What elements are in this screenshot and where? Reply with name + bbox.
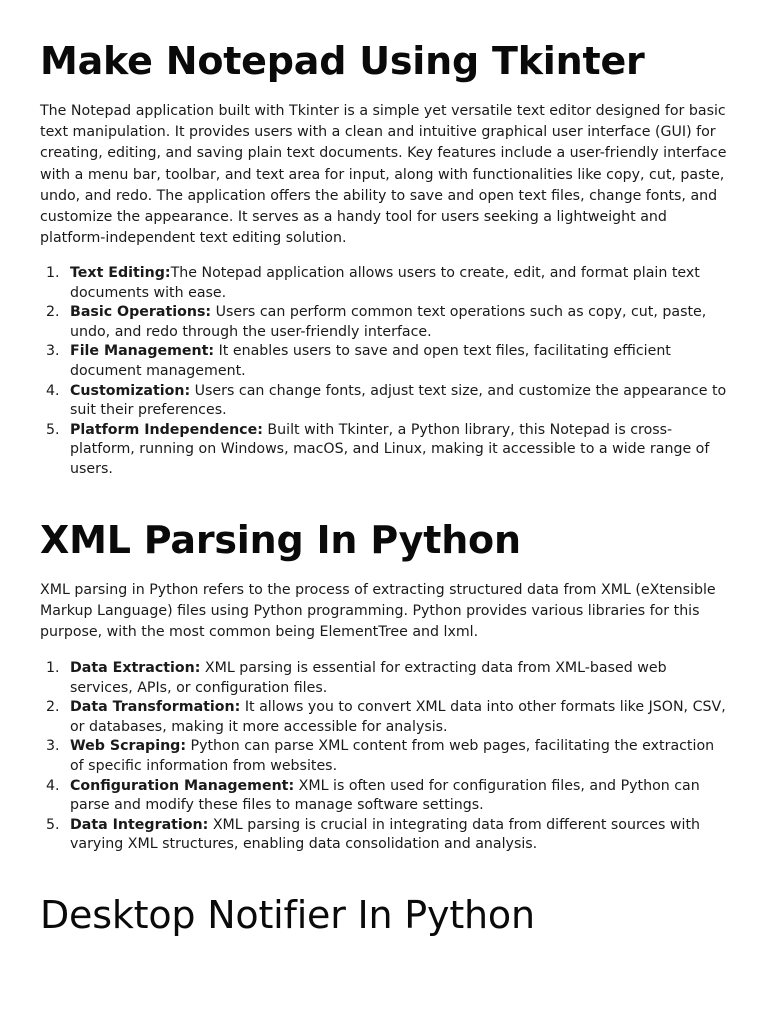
- list-number: 1.: [46, 265, 60, 281]
- list-item: [40, 659, 730, 698]
- list-number: 5.: [46, 421, 60, 438]
- section-heading-desktop-notifier: Desktop Notifier In Python: [40, 893, 535, 937]
- section-intro-xml: XML parsing in Python refers to the process of extracting structured data from XML (eXtensible Markup Language) files using Python programming. Python provides various libraries for this purpose, with the most common being ElementTree and lxml.: [40, 582, 716, 641]
- list-number: 3.: [46, 738, 60, 755]
- section-heading-notepad: Make Notepad Using Tkinter: [40, 39, 645, 83]
- list-item-text: XML parsing is crucial in integrating data from different sources with varying XML structures, enabling data consolidation and analysis.: [70, 816, 701, 853]
- list-item-term: Data Integration:: [70, 816, 209, 833]
- list-item-term: Customization:: [70, 382, 191, 399]
- list-number: 4.: [46, 777, 60, 794]
- list-item-term: Web Scraping:: [70, 738, 187, 755]
- feature-list-xml: [40, 659, 730, 855]
- list-item-term: Data Transformation:: [70, 699, 241, 716]
- list-number: 3.: [46, 343, 60, 360]
- section-heading-xml: XML Parsing In Python: [40, 518, 521, 562]
- list-number: 2.: [46, 304, 60, 321]
- list-item: [40, 777, 730, 816]
- list-item-term: File Management:: [70, 343, 215, 360]
- list-item-text: It allows you to convert XML data into other formats like JSON, CSV, or databases, making it more accessible for analysis.: [70, 699, 726, 735]
- list-item: [40, 421, 730, 480]
- list-number: 4.: [46, 382, 60, 399]
- list-item-term: Data Extraction:: [70, 660, 201, 676]
- list-item: [40, 382, 730, 421]
- list-number: 1.: [46, 660, 60, 676]
- list-item: [40, 264, 730, 303]
- section-intro-notepad: The Notepad application built with Tkinter is a simple yet versatile text editor designed for basic text manipulation. It provides users with a clean and intuitive graphical user interface (GUI) for creating, editing, and saving plain text documents. Key features include a user-friendly interface with a menu bar, toolbar, and text area for input, along with functionalities like copy, cut, paste, undo, and redo. The application offers the ability to save and open text files, change fonts, and customize the appearance. It serves as a handy tool for users seeking a lightweight and platform-independent text editing solution.: [40, 103, 727, 247]
- list-item-text: XML is often used for configuration files, and Python can parse and modify these files to manage software settings.: [70, 777, 700, 814]
- list-item: [40, 342, 730, 381]
- list-item-text: It enables users to save and open text files, facilitating efficient document management.: [70, 343, 671, 379]
- list-item-text: XML parsing is essential for extracting data from XML-based web services, APIs, or configuration files.: [70, 660, 667, 696]
- list-item-text: Built with Tkinter, a Python library, this Notepad is cross-platform, running on Windows, macOS, and Linux, making it accessible to a wide range of users.: [70, 421, 710, 477]
- list-item: [40, 303, 730, 342]
- list-item-term: Platform Independence:: [70, 421, 263, 438]
- list-item: [40, 698, 730, 737]
- list-item-text: Users can perform common text operations such as copy, cut, paste, undo, and redo through the user-friendly interface.: [70, 304, 707, 340]
- list-item-text: Users can change fonts, adjust text size, and customize the appearance to suit their preferences.: [70, 382, 727, 419]
- list-item-text: The Notepad application allows users to create, edit, and format plain text documents with ease.: [70, 265, 700, 301]
- feature-list-notepad: [40, 264, 730, 480]
- list-number: 2.: [46, 699, 60, 716]
- list-number: 5.: [46, 816, 60, 833]
- list-item-term: Configuration Management:: [70, 777, 295, 794]
- list-item: [40, 737, 730, 776]
- list-item-term: Text Editing:: [70, 265, 171, 281]
- list-item-text: Python can parse XML content from web pages, facilitating the extraction of specific information from websites.: [70, 738, 715, 774]
- list-item-term: Basic Operations:: [70, 304, 212, 321]
- list-item: [40, 816, 730, 855]
